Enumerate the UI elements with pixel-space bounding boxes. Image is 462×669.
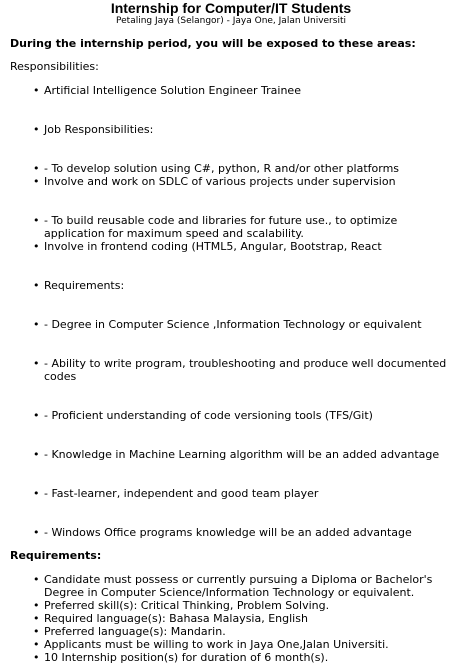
list-item-text: - Windows Office programs knowledge will be an added advantage xyxy=(44,526,412,539)
bullet-icon: • xyxy=(33,409,40,422)
list-item-text: Required language(s): Bahasa Malaysia, English xyxy=(44,612,308,625)
exposure-heading: During the internship period, you will be exposed to these areas: xyxy=(10,37,416,50)
bullet-icon: • xyxy=(33,357,40,370)
list-item-text: - To develop solution using C#, python, R and/or other platforms xyxy=(44,162,400,175)
bullet-icon: • xyxy=(33,448,40,461)
bullet-icon: • xyxy=(33,638,40,651)
list-item-text: - Proficient understanding of code versioning tools (TFS/Git) xyxy=(44,409,373,422)
list-item-text: Involve and work on SDLC of various projects under supervision xyxy=(44,175,396,188)
bullet-icon: • xyxy=(33,573,40,586)
list-item xyxy=(33,84,453,97)
list-item xyxy=(33,573,453,599)
job-location: Petaling Jaya (Selangor) - Jaya One, Jalan Universiti xyxy=(116,16,346,26)
bullet-icon: • xyxy=(33,651,40,664)
list-item xyxy=(33,409,453,422)
list-item xyxy=(33,162,453,175)
list-item xyxy=(33,240,453,253)
list-item-text: - Fast-learner, independent and good team player xyxy=(44,487,319,500)
list-item-text: - To build reusable code and libraries for future use., to optimize application for maximum speed and scalability. xyxy=(44,214,398,240)
bullet-icon: • xyxy=(33,625,40,638)
list-item-text: 10 Internship position(s) for duration of 6 month(s). xyxy=(44,651,329,664)
bullet-icon: • xyxy=(33,240,40,253)
list-item xyxy=(33,638,453,651)
list-item-text: Preferred language(s): Mandarin. xyxy=(44,625,226,638)
bullet-icon: • xyxy=(33,526,40,539)
list-item-text: Candidate must possess or currently pursuing a Diploma or Bachelor's Degree in Computer Science/Information Technology or equivalent. xyxy=(44,573,433,599)
list-item xyxy=(33,123,453,136)
bullet-icon: • xyxy=(33,84,40,97)
bullet-icon: • xyxy=(33,214,40,227)
list-item xyxy=(33,357,453,383)
list-item xyxy=(33,318,453,331)
list-item-text: Requirements: xyxy=(44,279,125,292)
responsibilities-label: Responsibilities: xyxy=(10,60,99,73)
list-item xyxy=(33,526,453,539)
bullet-icon: • xyxy=(33,318,40,331)
list-item-text: - Knowledge in Machine Learning algorithm will be an added advantage xyxy=(44,448,440,461)
bullet-icon: • xyxy=(33,487,40,500)
list-item xyxy=(33,487,453,500)
list-item xyxy=(33,651,453,664)
requirements-heading: Requirements: xyxy=(10,549,102,562)
list-item xyxy=(33,279,453,292)
list-item xyxy=(33,175,453,188)
list-item xyxy=(33,625,453,638)
list-item xyxy=(33,612,453,625)
bullet-icon: • xyxy=(33,279,40,292)
bullet-icon: • xyxy=(33,162,40,175)
list-item xyxy=(33,599,453,612)
list-item-text: Involve in frontend coding (HTML5, Angular, Bootstrap, React xyxy=(44,240,382,253)
bullet-icon: • xyxy=(33,612,40,625)
bullet-icon: • xyxy=(33,123,40,136)
bullet-icon: • xyxy=(33,599,40,612)
list-item xyxy=(33,448,453,461)
list-item-text: Job Responsibilities: xyxy=(44,123,154,136)
bullet-icon: • xyxy=(33,175,40,188)
list-item-text: Artificial Intelligence Solution Engineer Trainee xyxy=(44,84,301,97)
job-title: Internship for Computer/IT Students xyxy=(110,0,352,16)
list-item-text: Applicants must be willing to work in Jaya One,Jalan Universiti. xyxy=(44,638,389,651)
list-item-text: Preferred skill(s): Critical Thinking, Problem Solving. xyxy=(44,599,330,612)
list-item-text: - Degree in Computer Science ,Information Technology or equivalent xyxy=(44,318,422,331)
list-item-text: - Ability to write program, troubleshooting and produce well documented codes xyxy=(44,357,447,383)
list-item xyxy=(33,214,453,240)
